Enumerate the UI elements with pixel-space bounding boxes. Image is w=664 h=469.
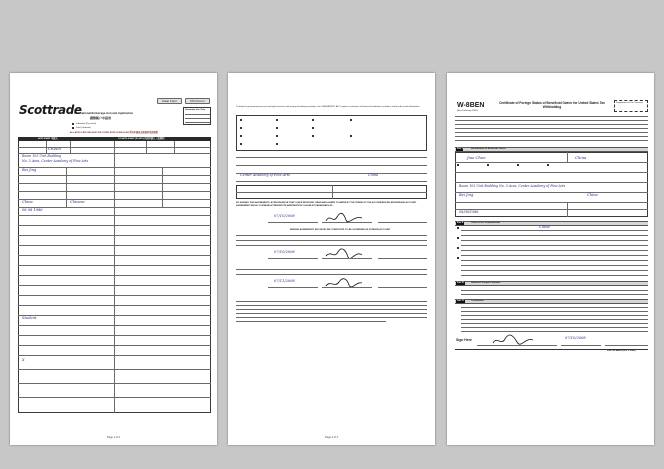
- application-page-2: [228, 73, 435, 445]
- individual-checkbox[interactable]: [72, 123, 74, 125]
- institution-country-entry: China: [368, 173, 379, 177]
- part3-title: Notional Principal Contracts: [471, 281, 501, 284]
- part1-title: Identification of Beneficial Owner: [471, 147, 506, 150]
- option-checkbox-7[interactable]: [312, 127, 314, 129]
- agreement-text: BY SIGNING THIS AGREEMENT I ACKNOWLEDGE THAT I HAVE RECEIVED, READ AND AGREE TO ABIDE BY THE TERMS OF THE ACCOMPANYING BROKERAGE ACCOUNT AGREEMENT WHICH CONTAINS A PREDISPUTE ARBITRATION CLAUSE AT PARAGRAPH 25.: [236, 202, 417, 207]
- option-checkbox-10[interactable]: [312, 135, 314, 137]
- country-entry: China: [575, 155, 587, 160]
- part3-label: Part III: [457, 281, 464, 284]
- address-entry-2: No. 5 Area, Center Academy of Fine Arts: [22, 159, 89, 163]
- form-revision: (Rev. February 2006): [457, 110, 478, 112]
- form-title: International Brokerage Account Application: [74, 111, 134, 115]
- option-checkbox-4[interactable]: [350, 119, 352, 121]
- applicant-name-entry: Cheen: [48, 146, 61, 151]
- treaty-country-entry: China: [539, 225, 550, 229]
- side-box-title: Scottrade Use Only: [185, 109, 206, 111]
- clear-form-button[interactable]: Clear Form: [157, 98, 182, 104]
- w8ben-title: Certificate of Foreign Status of Beneficial Owner for United States Tax Withholding: [499, 101, 605, 109]
- scottrade-logo: Scottrade: [19, 103, 82, 117]
- binding-agreement: BINDING AGREEMENT: BOX MUST BE COMPLETED TO BE GOVERNED AS FOREIGN ACCOUNT: [290, 229, 391, 231]
- treaty-checkbox-d[interactable]: [457, 257, 459, 259]
- institution-entry: Center Academy of Fine Arts: [240, 173, 290, 177]
- option-checkbox-8[interactable]: [240, 135, 242, 137]
- citizenship-entry: Chinese: [70, 200, 85, 204]
- individual-type-checkbox[interactable]: [457, 164, 459, 166]
- treaty-checkbox-b[interactable]: [457, 237, 459, 239]
- partnership-type-checkbox[interactable]: [517, 164, 519, 166]
- beneficial-owner-name-entry: Jiao Chen: [467, 155, 486, 160]
- page-1-footer: Page 1 of 2: [106, 436, 121, 439]
- english-only-banner: ALL APPLICATIONS MUST BE COMPLETED IN ENGLISH 所有申請表必須使用英語填寫: [70, 132, 158, 134]
- patriot-act-heading: To help the government prevent and fight terrorism and money-laundering activities, the USA PATRIOT ACT requires customers of financial institutions to obtain, verify and record information.: [236, 106, 420, 108]
- option-checkbox-13[interactable]: [276, 143, 278, 145]
- individual-label: Individual (Personal): [76, 122, 96, 125]
- option-checkbox-1[interactable]: [240, 119, 242, 121]
- city-entry-w8: Bei Jing: [459, 193, 474, 197]
- part2-title: Claim of Tax Treaty Benefits: [471, 221, 501, 224]
- coapplicant-header: CO-APPLICANT (IF ANY) 共同申請人（若適用）: [118, 137, 167, 140]
- sign-date-entry: 07/10/2008: [565, 336, 586, 340]
- treasury-stamp: [614, 100, 648, 112]
- part1-label: Part I: [457, 147, 463, 150]
- option-checkbox-12[interactable]: [240, 143, 242, 145]
- treaty-checkbox-a[interactable]: [457, 227, 459, 229]
- joint-checkbox[interactable]: [72, 127, 74, 129]
- application-page-1: [10, 73, 217, 445]
- option-checkbox-9[interactable]: [276, 135, 278, 137]
- dob-entry: 08 08 1986: [22, 208, 43, 212]
- option-checkbox-6[interactable]: [276, 127, 278, 129]
- country-entry-2: China: [587, 193, 598, 197]
- reference-date-entry: 08/08/1986: [459, 210, 479, 214]
- w8ben-page: [447, 73, 654, 445]
- stamp-text: Department of the Treasury: [616, 102, 643, 104]
- option-checkbox-2[interactable]: [276, 119, 278, 121]
- form-number: W-8BEN: [457, 102, 485, 109]
- address-entry-1: Room 103 Unit Building: [22, 154, 62, 158]
- applicant-signature-2: [324, 248, 364, 262]
- trust-type-checkbox[interactable]: [547, 164, 549, 166]
- treaty-checkbox-c[interactable]: [457, 247, 459, 249]
- scottrade-use-only-box: [183, 107, 211, 125]
- city-entry: Bei Jing: [22, 168, 37, 172]
- applicant-signature-1: [324, 212, 364, 226]
- option-checkbox-11[interactable]: [350, 135, 352, 137]
- part4-label: Part IV: [457, 299, 464, 302]
- form-title-chinese: 國際帳户申請表: [90, 116, 112, 120]
- option-checkbox-3[interactable]: [312, 119, 314, 121]
- date-entry-2: 07/10/2008: [274, 250, 295, 254]
- option-checkbox-5[interactable]: [240, 127, 242, 129]
- sign-here-label: Sign Here: [456, 338, 472, 342]
- date-entry-1: 07/10/2008: [274, 214, 295, 218]
- occupation-entry: Student: [22, 316, 37, 320]
- form-footer: Form W-8BEN (Rev. 2-2006): [607, 350, 636, 352]
- print-form-button[interactable]: Print Form: [185, 98, 210, 104]
- page-2-footer: Page 2 of 2: [324, 436, 339, 439]
- account-options-box: [236, 115, 427, 151]
- part4-title: Certification: [471, 299, 484, 302]
- joint-label: Joint (Optional): [76, 126, 91, 129]
- applicant-signature-3: [324, 277, 364, 291]
- applicant-header: APPLICANT 申請人: [38, 137, 58, 140]
- part2-label: Part II: [457, 221, 464, 224]
- date-entry-3: 07/11/2008: [274, 279, 295, 283]
- corporation-type-checkbox[interactable]: [487, 164, 489, 166]
- country-entry: China: [22, 200, 33, 204]
- agreement-mark: X: [22, 358, 25, 362]
- permanent-address-entry: Room 103 Unit Building No. 5 Area, Center Academy of Fine Arts: [459, 184, 566, 188]
